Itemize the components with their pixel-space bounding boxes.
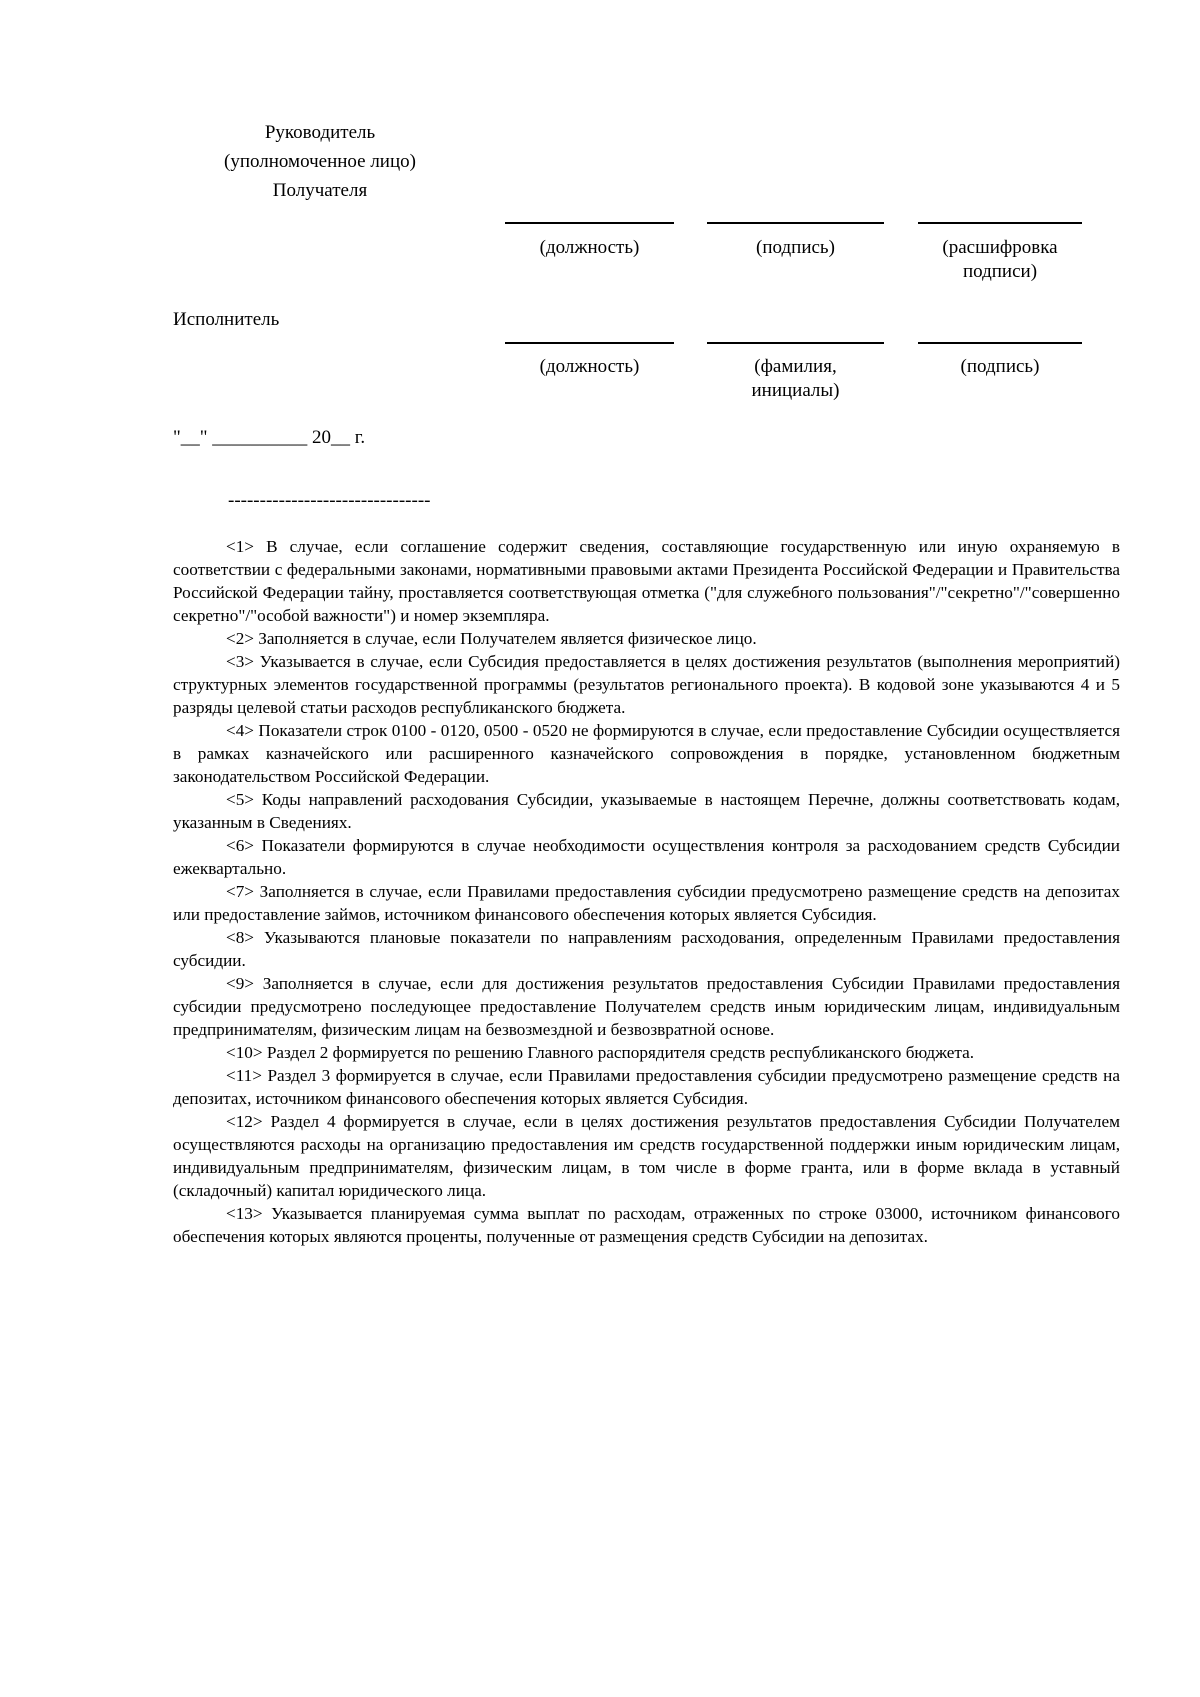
footnote-7: <7> Заполняется в случае, если Правилами предоставления субсидии предусмотрено размещение средств на депозитах или предоставление займов, источником финансового обеспечения которых является Субсидия. — [173, 882, 1120, 924]
footnotes — [173, 535, 1120, 1248]
head-signature-line — [707, 222, 884, 224]
head-title-line2: (уполномоченное лицо) — [224, 151, 416, 172]
exec-caption-name-line1: (фамилия, — [754, 356, 837, 377]
footnote-2: <2> Заполняется в случае, если Получателем является физическое лицо. — [226, 629, 757, 648]
footnote-5: <5> Коды направлений расходования Субсидии, указываемые в настоящем Перечне, должны соответствовать кодам, указанным в Сведениях. — [173, 790, 1120, 832]
head-title-line3: Получателя — [272, 180, 368, 201]
exec-caption-signature: (подпись) — [960, 356, 1040, 377]
exec-position-line — [505, 342, 674, 344]
head-title-line1: Руководитель — [264, 122, 376, 143]
footnote-9: <9> Заполняется в случае, если для достижения результатов предоставления Субсидии Правилами предоставления субсидии предусмотрено последующее предоставление Получателем средств иным юридическим лицам, индивидуальным предпринимателям, физическим лицам на безвозмездной и безвозвратной основе. — [173, 974, 1120, 1039]
footnote-10: <10> Раздел 2 формируется по решению Главного распорядителя средств республиканского бюджета. — [226, 1043, 975, 1062]
footnote-4: <4> Показатели строк 0100 - 0120, 0500 - 0520 не формируются в случае, если предоставление Субсидии осуществляется в рамках казначейского или расширенного казначейского сопровождения в порядке, установленном бюджетным законодательством Российской Федерации. — [173, 721, 1120, 786]
executor-label: Исполнитель — [173, 309, 280, 330]
head-caption-decoding — [912, 236, 1088, 284]
footnote-separator: -------------------------------- — [228, 490, 431, 511]
date-line: "__" __________ 20__ г. — [173, 427, 366, 448]
footnote-6: <6> Показатели формируются в случае необходимости осуществления контроля за расходованием средств Субсидии ежеквартально. — [173, 836, 1120, 878]
head-caption-signature: (подпись) — [756, 237, 835, 258]
head-decoding-line — [918, 222, 1082, 224]
exec-name-line — [707, 342, 884, 344]
head-caption-decoding-line2: подписи) — [962, 261, 1038, 282]
footnote-3: <3> Указывается в случае, если Субсидия предоставляется в целях достижения результатов (выполнения мероприятий) структурных элементов государственной программы (результатов регионального проекта). В кодовой зоне указываются 4 и 5 разряды целевой статьи расходов республиканского бюджета. — [173, 652, 1120, 717]
exec-caption-name — [707, 355, 884, 403]
head-title-block — [175, 118, 465, 205]
footnote-8: <8> Указываются плановые показатели по направлениям расходования, определенным Правилами предоставления субсидии. — [173, 928, 1120, 970]
footnote-12: <12> Раздел 4 формируется в случае, если в целях достижения результатов предоставления Субсидии Получателем осуществляются расходы на организацию предоставления им средств государственной поддержки иным юридическим лицам, индивидуальным предпринимателям, физическим лицам, в том числе в форме гранта, или в форме вклада в уставный (складочный) капитал юридического лица. — [173, 1112, 1120, 1200]
head-caption-decoding-line1: (расшифровка — [942, 237, 1058, 258]
footnote-1: <1> В случае, если соглашение содержит сведения, составляющие государственную или иную охраняемую в соответствии с федеральными законами, нормативными правовыми актами Президента Российской Федерации и Правительства Российской Федерации тайну, проставляется соответствующая отметка ("для служебного пользования"/"секретно"/"совершенно секретно"/"особой важности") и номер экземпляра. — [173, 537, 1120, 625]
exec-signature-line — [918, 342, 1082, 344]
footnote-13: <13> Указывается планируемая сумма выплат по расходам, отраженных по строке 03000, источником финансового обеспечения которых являются проценты, полученные от размещения средств Субсидии на депозитах. — [173, 1204, 1120, 1246]
exec-caption-position: (должность) — [539, 356, 640, 377]
head-position-line — [505, 222, 674, 224]
exec-caption-name-line2: инициалы) — [751, 380, 840, 401]
footnote-11: <11> Раздел 3 формируется в случае, если Правилами предоставления субсидии предусмотрено размещение средств на депозитах, источником финансового обеспечения которых является Субсидия. — [173, 1066, 1120, 1108]
head-caption-position: (должность) — [539, 237, 640, 258]
